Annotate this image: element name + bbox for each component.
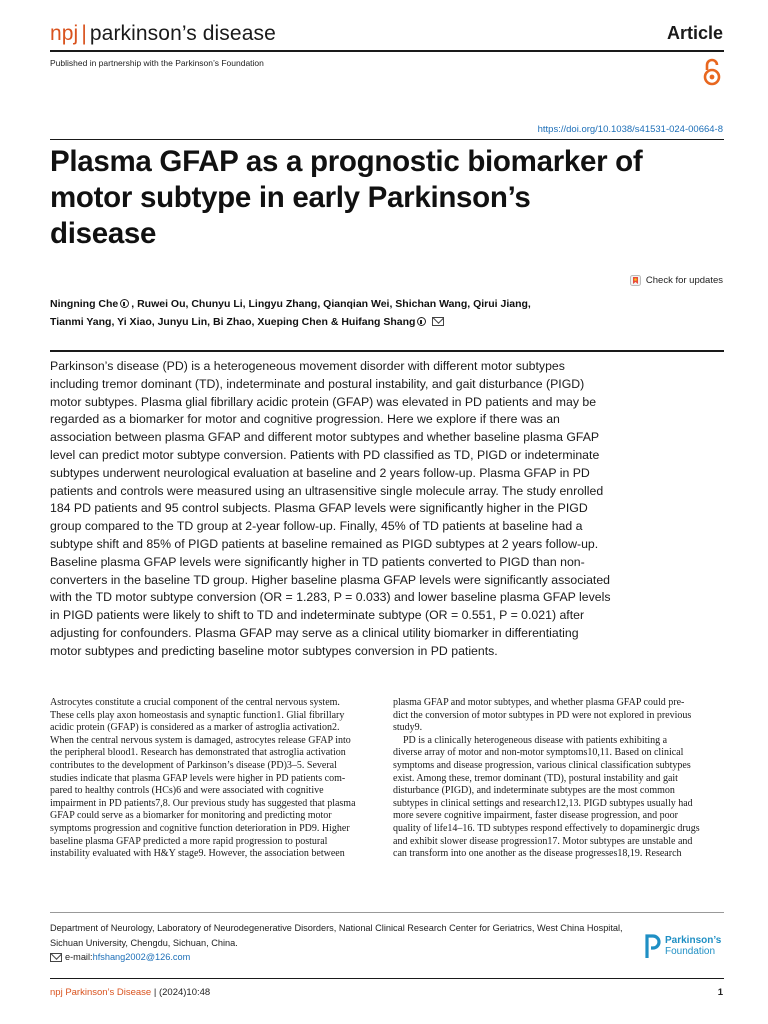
journal-title: parkinson’s disease xyxy=(89,22,276,45)
body-line: exist. Among these, tremor dominant (TD), postural instability and gait xyxy=(393,772,678,784)
journal-name xyxy=(50,22,276,46)
affiliation xyxy=(50,921,623,965)
body-line: GFAP could serve as a biomarker for monitoring and predicting motor xyxy=(50,810,332,822)
body-column-left xyxy=(50,697,380,861)
mail-icon[interactable] xyxy=(432,317,444,326)
abstract-line: patients and controls were measured using an ultrasensitive single molecule array. The study enrolled xyxy=(50,483,604,498)
abstract-line: association between plasma GFAP and different motor subtypes and whether baseline plasma GFAP xyxy=(50,430,600,445)
footer-issue: | (2024)10:48 xyxy=(153,987,211,998)
abstract-line: level can predict motor subtype conversion. Patients with PD classified as TD, PIGD or indeterminate xyxy=(50,447,600,462)
body-line: diverse array of motor and non-motor symptoms10,11. Based on clinical xyxy=(393,747,684,759)
body-line: plasma GFAP and motor subtypes, and whether plasma GFAP could pre- xyxy=(393,697,685,708)
body-line: symptoms and disease progression, various clinical classification subtypes xyxy=(393,759,691,771)
mail-icon xyxy=(50,953,62,962)
abstract-rule xyxy=(50,350,724,352)
orcid-icon[interactable] xyxy=(417,317,426,326)
abstract-line: adjusting for confounders. Plasma GFAP may serve as a clinical utility biomarker in differentiating xyxy=(50,625,579,640)
abstract-line: in PIGD patients were likely to shift to TD and indeterminate subtype (OR = 0.551, P = 0.021) after xyxy=(50,608,585,623)
foundation-line2: Foundation xyxy=(665,946,716,957)
title-line: disease xyxy=(50,217,157,250)
affiliation-line: Department of Neurology, Laboratory of Neurodegenerative Disorders, National Clinical Research Center for Geriatrics, West China Hospital, xyxy=(50,923,623,933)
body-line: symptoms progression and cognitive function deterioration in PD9. Higher xyxy=(50,822,350,834)
foundation-line1: Parkinson’s xyxy=(665,935,722,946)
authors-line1-rest: , Ruwei Ou, Chunyu Li, Lingyu Zhang, Qianqian Wei, Shichan Wang, Qirui Jiang, xyxy=(131,298,531,310)
body-column-right xyxy=(393,697,723,861)
abstract-line: 184 PD patients and 95 control subjects. Plasma GFAP levels were significantly higher in the PIGD xyxy=(50,501,588,516)
body-line: subtypes in clinical settings and research12,13. PIGD subtypes usually had xyxy=(393,797,693,809)
abstract-line: regarded as a biomarker for motor and cognitive progression. Here we explore if there was an xyxy=(50,412,560,427)
journal-prefix: npj xyxy=(50,22,79,45)
body-line: These cells play axon homeostasis and synaptic function1. Glial fibrillary xyxy=(50,709,345,721)
check-updates-icon xyxy=(630,275,641,286)
footer-citation xyxy=(50,987,210,998)
article-title xyxy=(50,144,740,252)
footer-rule xyxy=(50,978,724,979)
email-line xyxy=(50,950,623,965)
email-label: e-mail: xyxy=(65,952,93,962)
abstract-line: Parkinson’s disease (PD) is a heterogeneous movement disorder with different motor subtypes xyxy=(50,359,565,373)
doi-link[interactable]: https://doi.org/10.1038/s41531-024-00664-8 xyxy=(537,124,723,135)
abstract xyxy=(50,358,726,661)
header-rule xyxy=(50,50,724,52)
title-line: motor subtype in early Parkinson’s xyxy=(50,181,531,214)
body-line: acidic protein (GFAP) is considered as a marker of astroglia activation2. xyxy=(50,722,340,734)
parkinsons-foundation-logo xyxy=(645,933,721,959)
footer-journal: npj Parkinson’s Disease xyxy=(50,987,152,998)
body-line: study9. xyxy=(393,722,423,734)
check-for-updates[interactable] xyxy=(630,275,723,286)
body-line: PD is a clinically heterogeneous disease with patients exhibiting a xyxy=(393,734,668,746)
body-line: more severe cognitive impairment, faster disease progression, and poor xyxy=(393,810,678,822)
body-line: When the central nervous system is damaged, astrocytes release GFAP into xyxy=(50,734,351,746)
check-updates-label: Check for updates xyxy=(645,275,723,286)
abstract-line: motor subtypes and predicting baseline motor subtypes conversion in PD patients. xyxy=(50,643,498,658)
foundation-logo-icon xyxy=(645,933,661,959)
author-first[interactable]: Ningning Che xyxy=(50,298,119,310)
body-line: impairment in PD patients7,8. Our previous study has suggested that plasma xyxy=(50,797,356,809)
abstract-line: motor subtypes. Plasma glial fibrillary acidic protein (GFAP) was elevated in PD patients and may be xyxy=(50,394,597,409)
open-access-icon xyxy=(702,57,722,87)
title-line: Plasma GFAP as a prognostic biomarker of xyxy=(50,145,643,178)
email-link[interactable]: hfshang2002@126.com xyxy=(92,952,191,962)
page-number: 1 xyxy=(717,987,723,998)
orcid-icon[interactable] xyxy=(120,299,129,308)
doi-rule xyxy=(50,139,724,140)
body-line: Astrocytes constitute a crucial component of the central nervous system. xyxy=(50,697,340,708)
authors-line2: Tianmi Yang, Yi Xiao, Junyu Lin, Bi Zhao, Xueping Chen & Huifang Shang xyxy=(50,316,416,328)
abstract-line: Baseline plasma GFAP levels were significantly higher in TD patients converted to PIGD than non- xyxy=(50,554,585,569)
body-line: dict the conversion of motor subtypes in PD were not explored in previous xyxy=(393,709,692,721)
body-line: baseline plasma GFAP predicted a more rapid progression to postural xyxy=(50,835,328,847)
body-line: disturbance (PIGD), and indeterminate subtypes are the most common xyxy=(393,785,675,797)
abstract-line: group compared to the TD group at 2-year follow-up. Finally, 45% of TD patients at baseline had a xyxy=(50,519,583,534)
body-line: studies indicate that plasma GFAP levels were higher in PD patients com- xyxy=(50,772,346,784)
body-line: contributes to the development of Parkinson’s disease (PD)3–5. Several xyxy=(50,759,337,771)
body-line: the peripheral blood1. Research has demonstrated that astroglia activation xyxy=(50,747,346,759)
abstract-line: with the TD motor subtype conversion (OR = 1.283, P = 0.033) and lower baseline plasma GFAP levels xyxy=(50,590,611,605)
affiliation-line: Sichuan University, Chengdu, Sichuan, China. xyxy=(50,937,238,948)
article-type-label: Article xyxy=(666,23,723,43)
partnership-note: Published in partnership with the Parkinson’s Foundation xyxy=(50,58,264,68)
journal-separator: | xyxy=(81,22,87,45)
abstract-line: including tremor dominant (TD), indeterminate and postural instability, and gait disturbance (PIGD) xyxy=(50,376,585,391)
affiliation-rule xyxy=(50,912,724,913)
abstract-line: converters in the baseline TD group. Higher baseline plasma GFAP levels were significantly associated xyxy=(50,572,611,587)
body-line: can transform into one another as the disease progresses18,19. Research xyxy=(393,848,682,860)
body-line: instability evaluated with H&Y stage9. However, the association between xyxy=(50,848,345,860)
body-line: and exhibit slower disease progression17. Motor subtypes are unstable and xyxy=(393,835,693,847)
author-list xyxy=(50,295,730,331)
abstract-line: subtype shift and 85% of PIGD patients at baseline remained as PIGD subtypes at 2 years follow-up. xyxy=(50,536,599,551)
abstract-line: subtypes underwent neurological evaluation at baseline and 2 years follow-up. Plasma GFAP in PD xyxy=(50,465,590,480)
body-line: pared to healthy controls (HCs)6 and were associated with cognitive xyxy=(50,785,324,797)
body-line: quality of life14–16. TD subtypes respond effectively to dopaminergic drugs xyxy=(393,822,700,834)
